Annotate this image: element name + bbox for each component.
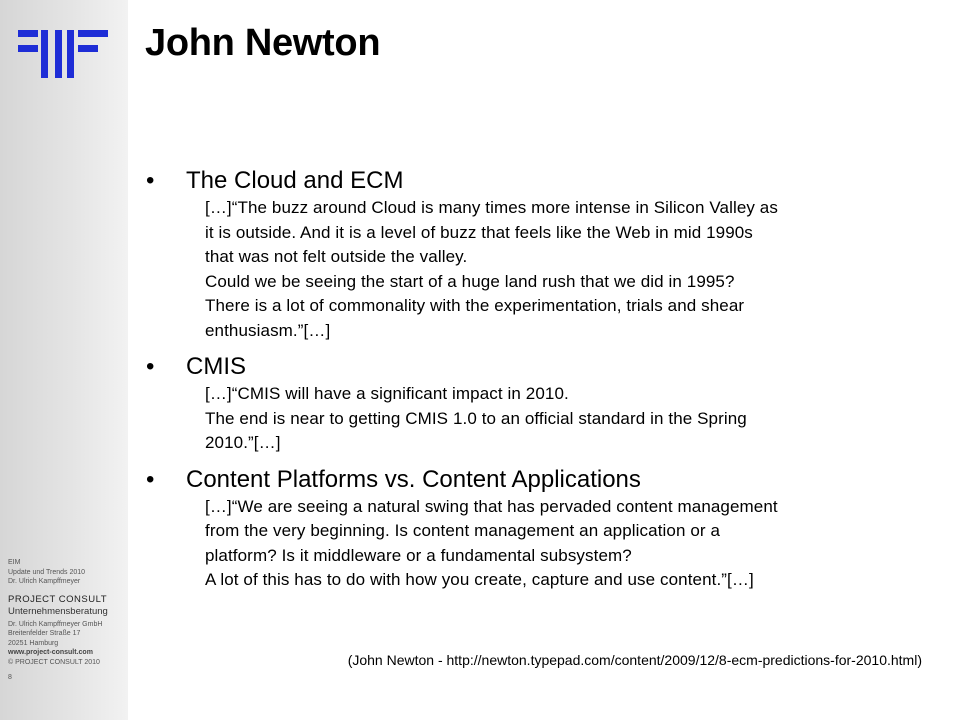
bullet-item [146, 166, 936, 343]
company-city: 20251 Hamburg [8, 639, 59, 647]
sidebar-subtitle: Update und Trends 2010 [8, 568, 86, 576]
quote-line: that was not felt outside the valley. [205, 247, 468, 266]
quote-line: 2010.”[…] [205, 433, 281, 452]
page-number: 8 [8, 674, 12, 681]
bullet-quote [186, 382, 936, 456]
company-name: Dr. Ulrich Kampffmeyer GmbH [8, 620, 103, 628]
source-citation: (John Newton - http://newton.typepad.com/content/2009/12/8-ecm-predictions-for-2010.html) [347, 652, 922, 668]
sidebar-author: Dr. Ulrich Kampffmeyer [8, 578, 81, 585]
quote-line: platform? Is it middleware or a fundamental subsystem? [205, 545, 632, 565]
quote-line: […]“CMIS will have a significant impact in 2010. [205, 384, 569, 403]
website-link[interactable]: www.project-consult.com [8, 649, 93, 656]
quote-line: […]“We are seeing a natural swing that has pervaded content management [205, 496, 778, 516]
company-street: Breitenfelder Straße 17 [8, 630, 81, 637]
bullet-quote [186, 495, 936, 593]
quote-line: enthusiasm.”[…] [205, 320, 331, 340]
bullet-title: CMIS [186, 353, 246, 380]
bullet-icon: • [146, 167, 155, 194]
sidebar-topic: EIM [8, 559, 21, 566]
bullet-icon: • [146, 353, 155, 380]
quote-line: it is outside. And it is a level of buzz that feels like the Web in mid 1990s [205, 222, 753, 242]
quote-line: […]“The buzz around Cloud is many times more intense in Silicon Valley as [205, 198, 778, 217]
quote-line: The end is near to getting CMIS 1.0 to an official standard in the Spring [205, 408, 747, 428]
bullet-item [146, 465, 936, 593]
quote-line: A lot of this has to do with how you create, capture and use content.”[…] [205, 570, 754, 589]
bullet-quote [186, 196, 936, 343]
quote-line: Could we be seeing the start of a huge land rush that we did in 1995? [205, 271, 735, 291]
sidebar-footer [8, 558, 128, 683]
bullet-icon: • [146, 465, 155, 493]
project-consult-logo-icon [18, 30, 108, 78]
copyright: © PROJECT CONSULT 2010 [8, 658, 100, 666]
slide-content [146, 166, 936, 602]
quote-line: from the very beginning. Is content management an application or a [205, 521, 721, 540]
quote-line: There is a lot of commonality with the experimentation, trials and shear [205, 296, 745, 315]
brand-name: PROJECT CONSULT [8, 593, 107, 605]
sidebar [0, 0, 128, 720]
bullet-item [146, 352, 936, 456]
brand-tagline: Unternehmensberatung [8, 605, 108, 617]
slide-title: John Newton [145, 22, 381, 64]
bullet-title: The Cloud and ECM [186, 167, 404, 194]
bullet-title: Content Platforms vs. Content Applications [186, 465, 641, 493]
